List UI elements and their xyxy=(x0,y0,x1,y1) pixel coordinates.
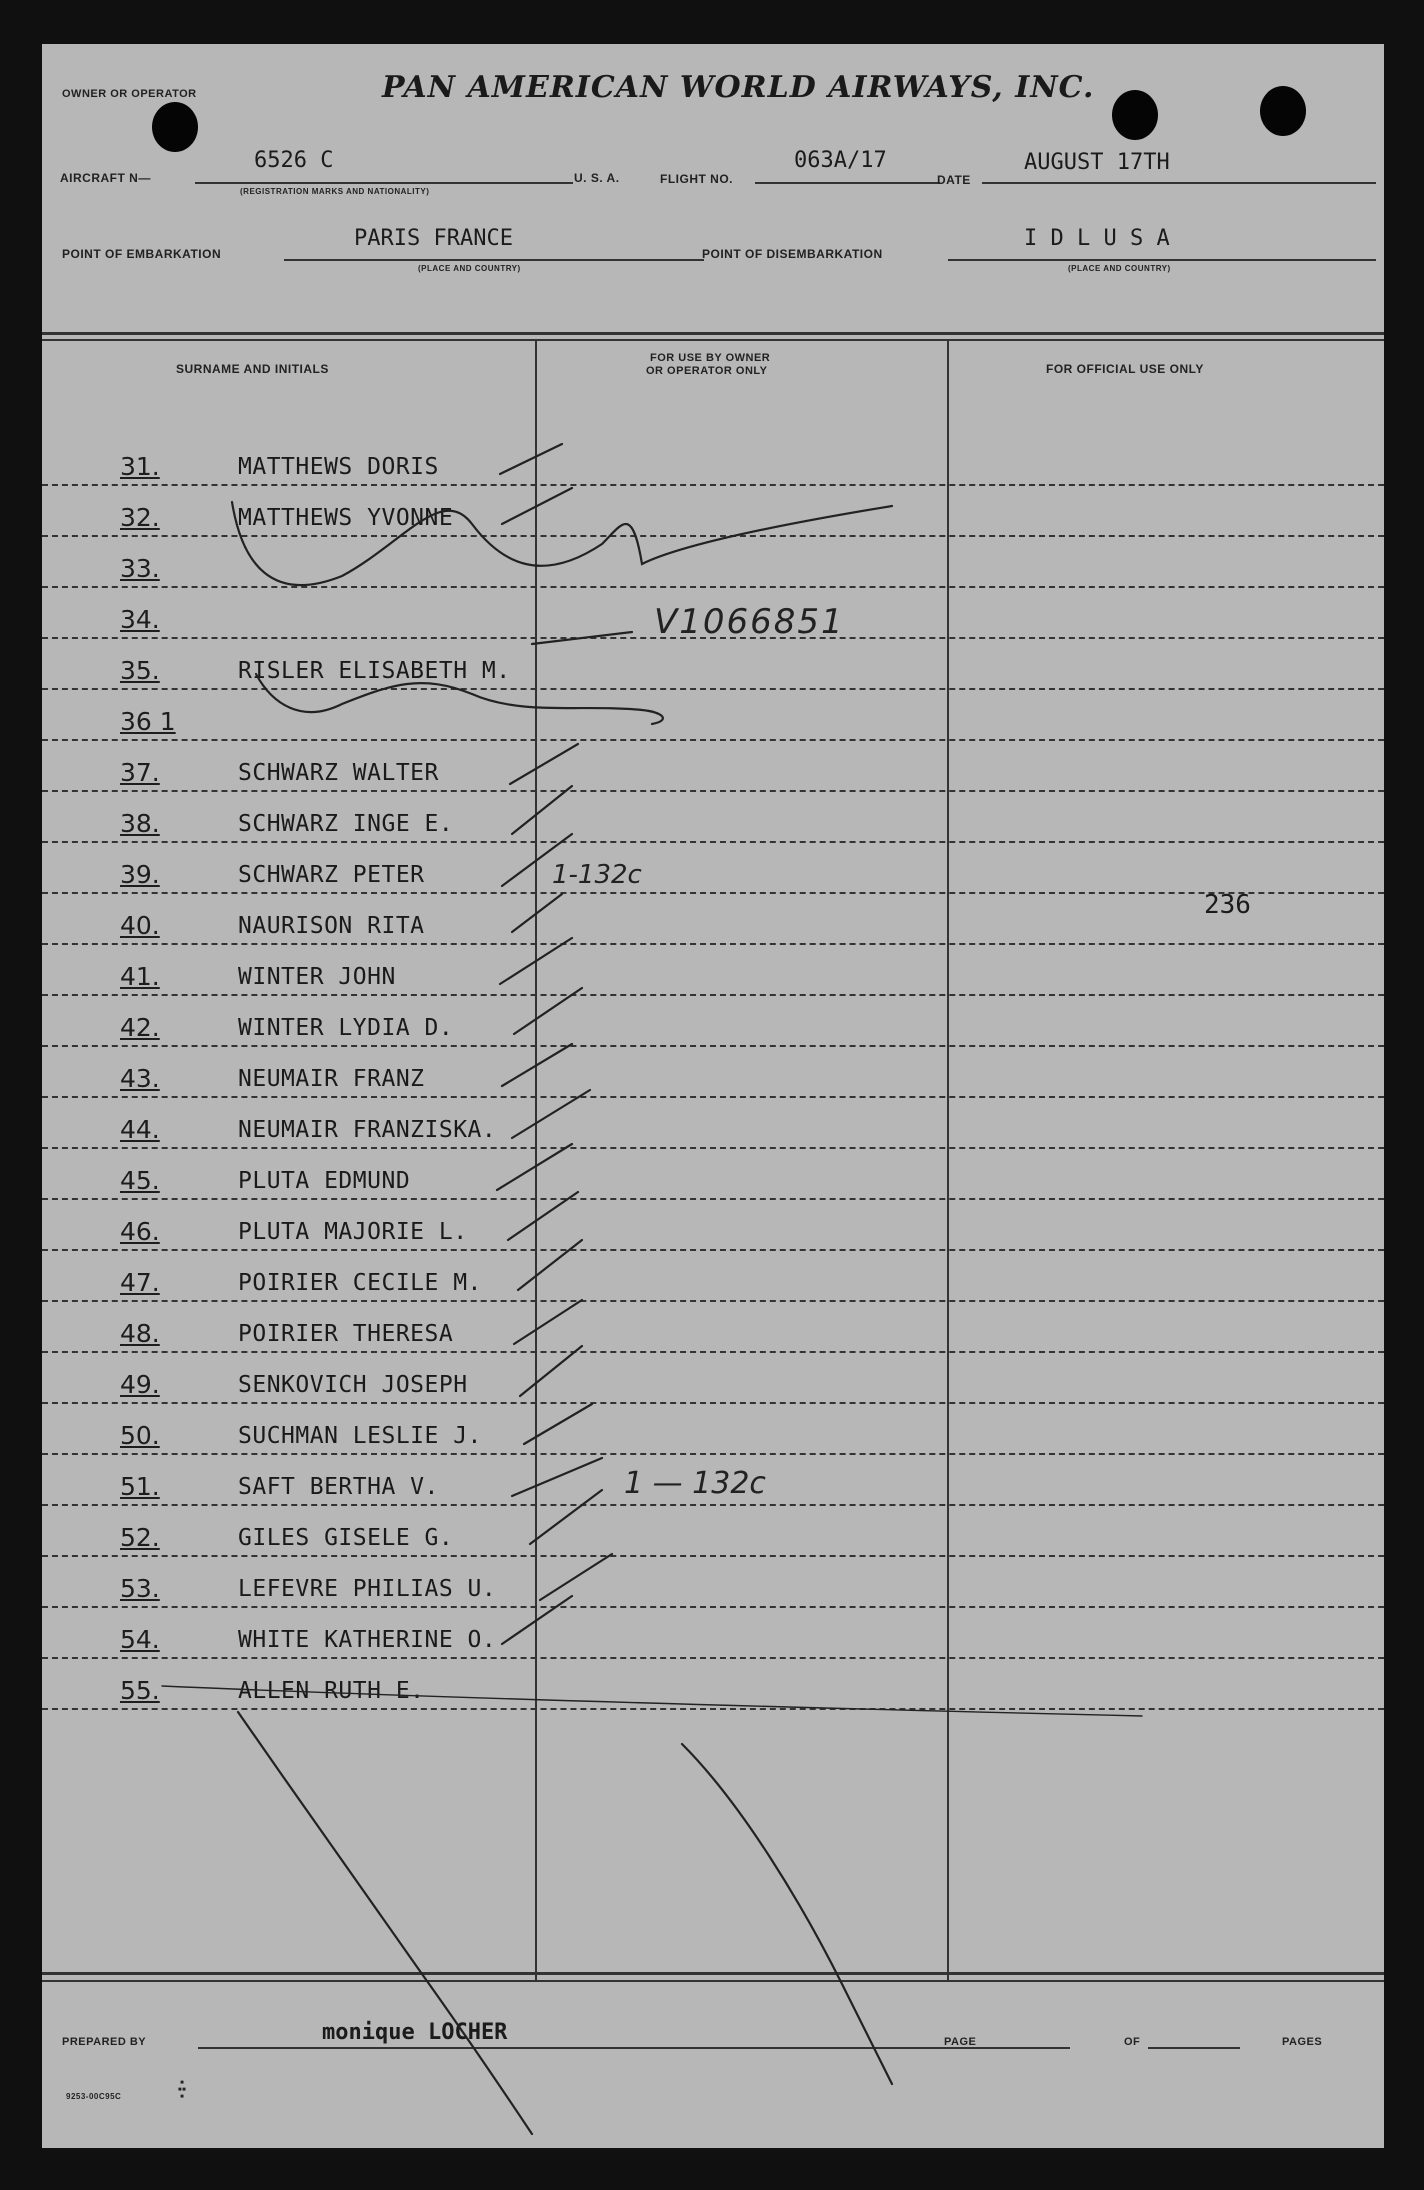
printer-mark-icon: ■ ■■ ■ xyxy=(178,2080,187,2100)
row-number: 47. xyxy=(120,1268,160,1297)
check-mark xyxy=(520,1346,582,1396)
row-number: 48. xyxy=(120,1319,160,1348)
row-number: 43. xyxy=(120,1064,160,1093)
aircraft-value: 6526 C xyxy=(254,148,334,173)
check-mark xyxy=(512,1458,602,1496)
check-mark xyxy=(530,1490,602,1544)
check-mark xyxy=(502,834,572,886)
pages-label: PAGES xyxy=(1282,2036,1323,2048)
row-number: 52. xyxy=(120,1523,160,1552)
registration-caption: (REGISTRATION MARKS AND NATIONALITY) xyxy=(240,187,430,196)
check-mark xyxy=(514,988,582,1034)
flight-label: FLIGHT NO. xyxy=(660,172,733,186)
row-number: 45. xyxy=(120,1166,160,1195)
row-number: 53. xyxy=(120,1574,160,1603)
passenger-name: RISLER ELISABETH M. xyxy=(238,658,511,684)
col-owner-header-line2: OR OPERATOR ONLY xyxy=(646,365,768,377)
passenger-name: SUCHMAN LESLIE J. xyxy=(238,1423,482,1449)
check-mark xyxy=(502,488,572,524)
row-number: 33. xyxy=(120,554,160,583)
check-mark xyxy=(497,1144,572,1190)
row-number: 34. xyxy=(120,605,160,634)
passenger-name: PLUTA EDMUND xyxy=(238,1168,411,1194)
row-number: 41. xyxy=(120,962,160,991)
manifest-sheet xyxy=(42,44,1384,2148)
aircraft-label: AIRCRAFT N— xyxy=(60,171,151,185)
check-mark xyxy=(512,786,572,834)
check-mark xyxy=(540,1554,612,1600)
prepared-by-value: monique LOCHER xyxy=(322,2020,508,2045)
row-number: 55. xyxy=(120,1676,160,1705)
check-mark xyxy=(524,1404,592,1444)
passenger-name: SCHWARZ WALTER xyxy=(238,760,439,786)
row-number: 36 1 xyxy=(120,707,176,736)
embarkation-caption: (PLACE AND COUNTRY) xyxy=(418,264,521,273)
check-mark xyxy=(508,1192,578,1240)
passenger-name: WINTER LYDIA D. xyxy=(238,1015,454,1041)
row-number: 35. xyxy=(120,656,160,685)
embarkation-label: POINT OF EMBARKATION xyxy=(62,247,222,261)
date-label: DATE xyxy=(937,173,971,187)
of-label: OF xyxy=(1124,2036,1141,2048)
col-official-header: FOR OFFICIAL USE ONLY xyxy=(1046,362,1204,376)
row-number: 38. xyxy=(120,809,160,838)
passenger-name: NEUMAIR FRANZISKA. xyxy=(238,1117,497,1143)
row-number: 44. xyxy=(120,1115,160,1144)
check-mark xyxy=(532,632,632,644)
company-name: PAN AMERICAN WORLD AIRWAYS, INC. xyxy=(382,70,1095,105)
strike-scribble xyxy=(256,674,663,724)
row-number: 54. xyxy=(120,1625,160,1654)
annotation-row35: V1066851 xyxy=(654,602,845,642)
strike-scribble xyxy=(232,502,892,585)
check-mark xyxy=(518,1240,582,1290)
check-mark xyxy=(502,1044,572,1086)
row-number: 46. xyxy=(120,1217,160,1246)
passenger-name: SCHWARZ PETER xyxy=(238,862,425,888)
check-mark xyxy=(512,894,562,932)
disembarkation-value: I D L U S A xyxy=(1024,226,1170,251)
flight-value: 063A/17 xyxy=(794,148,887,173)
passenger-name: PLUTA MAJORIE L. xyxy=(238,1219,468,1245)
passenger-name: MATTHEWS DORIS xyxy=(238,454,439,480)
passenger-name: WINTER JOHN xyxy=(238,964,396,990)
passenger-name: SENKOVICH JOSEPH xyxy=(238,1372,468,1398)
cancel-line xyxy=(238,1712,532,2134)
check-mark xyxy=(510,744,578,784)
check-mark xyxy=(500,444,562,474)
prepared-label: PREPARED BY xyxy=(62,2036,147,2048)
check-mark xyxy=(512,1090,590,1138)
col-surname-header: SURNAME AND INITIALS xyxy=(176,362,329,376)
col-owner-header-line1: FOR USE BY OWNER xyxy=(650,352,771,364)
row-number: 32. xyxy=(120,503,160,532)
date-value: AUGUST 17TH xyxy=(1024,150,1170,175)
passenger-name: NEUMAIR FRANZ xyxy=(238,1066,425,1092)
annotation-row52: 1 — 132c xyxy=(624,1466,766,1501)
passenger-name: ALLEN RUTH E. xyxy=(238,1678,425,1704)
annotation-row40-official: 236 xyxy=(1204,890,1251,920)
row-number: 37. xyxy=(120,758,160,787)
passenger-name: MATTHEWS YVONNE xyxy=(238,505,454,531)
passenger-name: NAURISON RITA xyxy=(238,913,425,939)
passenger-name: SCHWARZ INGE E. xyxy=(238,811,454,837)
check-mark xyxy=(500,938,572,984)
row-number: 31. xyxy=(120,452,160,481)
row-number: 49. xyxy=(120,1370,160,1399)
passenger-name: POIRIER CECILE M. xyxy=(238,1270,482,1296)
passenger-name: LEFEVRE PHILIAS U. xyxy=(238,1576,497,1602)
passenger-name: WHITE KATHERINE O. xyxy=(238,1627,497,1653)
row-number: 51. xyxy=(120,1472,160,1501)
embarkation-value: PARIS FRANCE xyxy=(354,226,513,251)
pen-marks xyxy=(42,44,1384,2148)
passenger-name: GILES GISELE G. xyxy=(238,1525,454,1551)
cancel-line xyxy=(682,1744,892,2084)
row-number: 39. xyxy=(120,860,160,889)
usa-label: U. S. A. xyxy=(574,171,620,185)
annotation-row40: 1-132c xyxy=(552,860,642,890)
check-mark xyxy=(514,1300,582,1344)
row-number: 42. xyxy=(120,1013,160,1042)
disembarkation-caption: (PLACE AND COUNTRY) xyxy=(1068,264,1171,273)
row-number: 50. xyxy=(120,1421,160,1450)
cancel-line xyxy=(162,1686,1142,1716)
passenger-name: POIRIER THERESA xyxy=(238,1321,454,1347)
owner-label: OWNER OR OPERATOR xyxy=(62,88,197,100)
check-mark xyxy=(502,1596,572,1644)
passenger-name: SAFT BERTHA V. xyxy=(238,1474,439,1500)
form-code: 9253-00C95C xyxy=(66,2092,122,2101)
page-label: PAGE xyxy=(944,2036,977,2048)
row-number: 40. xyxy=(120,911,160,940)
disembarkation-label: POINT OF DISEMBARKATION xyxy=(702,247,883,261)
